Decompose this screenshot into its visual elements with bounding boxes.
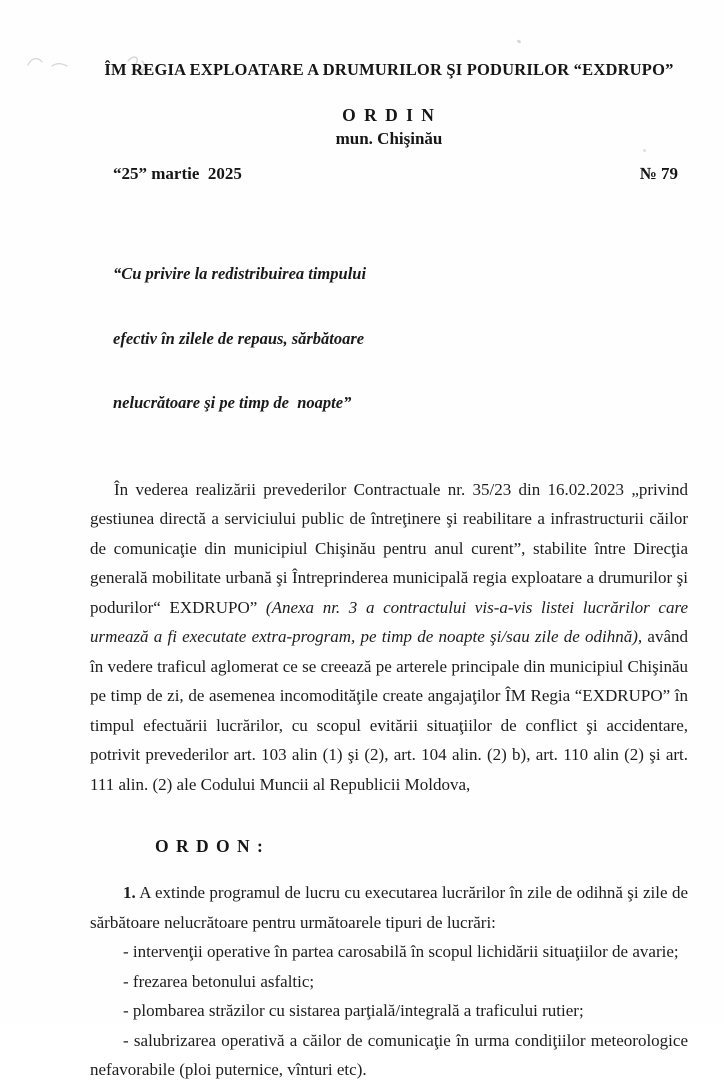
bullet-item-avarie: - intervenţii operative în partea carosabilă în scopul lichidării situaţiilor de avarie;	[123, 942, 679, 961]
item-number: 1.	[123, 883, 136, 902]
order-item-1	[90, 878, 688, 937]
intro-text: În vederea realizării prevederilor Contractuale nr. 35/23 din 16.02.2023 „privind gestiunea directă a serviciului public de întreţinere şi reabilitare a infrastructurii căilor de comunicaţie din municipiul Chişinău pentru anul curent”, stabilite între Direcţia generală mobilitate urbană şi Întreprinderea municipală regia exploatare a drumurilor şi podurilor“ EXDRUPO”	[90, 479, 688, 617]
ordon-heading: O R D O N :	[155, 836, 265, 856]
order-number: № 79	[639, 164, 678, 183]
bullet-item-frezarea: - frezarea betonului asfaltic;	[123, 971, 315, 991]
org-title: ÎM REGIA EXPLOATARE A DRUMURILOR ŞI PODURILOR “EXDRUPO”	[104, 60, 674, 79]
place-line: mun. Chişinău	[335, 129, 443, 148]
intro-text: având în vedere traficul aglomerat ce se creează pe arterele principale din municipiul Chişinău pe timp de zi, de asemenea incomodităţile create angajaţilor ÎM Regia “EXDRUPO” în timpul efectuării lucrărilor, cu scopul evitării situaţiilor de conflict şi accidentare, potrivit prevederilor art. 103 alin (1) şi (2), art. 104 alin. (2) b), art. 110 alin (2) şi art. 111 alin. (2) ale Codului Muncii al Republicii Moldova,	[90, 627, 688, 794]
bullet-item-plombarea: - plombarea străzilor cu sistarea parţială/integrală a traficului rutier;	[123, 1001, 584, 1020]
subject-line: efectiv în zilele de repaus, sărbătoare	[113, 328, 365, 348]
meta-row	[90, 164, 688, 184]
intro-italic-annex: (Anexa nr. 3 a contractului vis-a-vis listei lucrărilor care urmează a fi executate extra-program, pe timp de noapte şi/sau zile de odihnă),	[90, 597, 688, 646]
bullet-item-salubrizarea: - salubrizarea operativă a căilor de comunicaţie în urma condiţiilor meteorologice nefavorabile (ploi puternice, vînturi etc).	[90, 1030, 688, 1079]
item-text: A extinde programul de lucru cu executarea lucrărilor în zile de odihnă şi zile de sărbătoare nelucrătoare pentru următoarele tipuri de lucrări:	[90, 883, 688, 932]
date-line: “25” martie 2025	[113, 164, 242, 183]
subject-line: “Cu privire la redistribuirea timpului	[113, 264, 367, 283]
doc-type-title: O R D I N	[342, 105, 436, 125]
subject-block	[90, 220, 688, 457]
subject-line: nelucrătoare şi pe timp de noapte”	[113, 393, 352, 412]
intro-paragraph	[90, 475, 688, 800]
